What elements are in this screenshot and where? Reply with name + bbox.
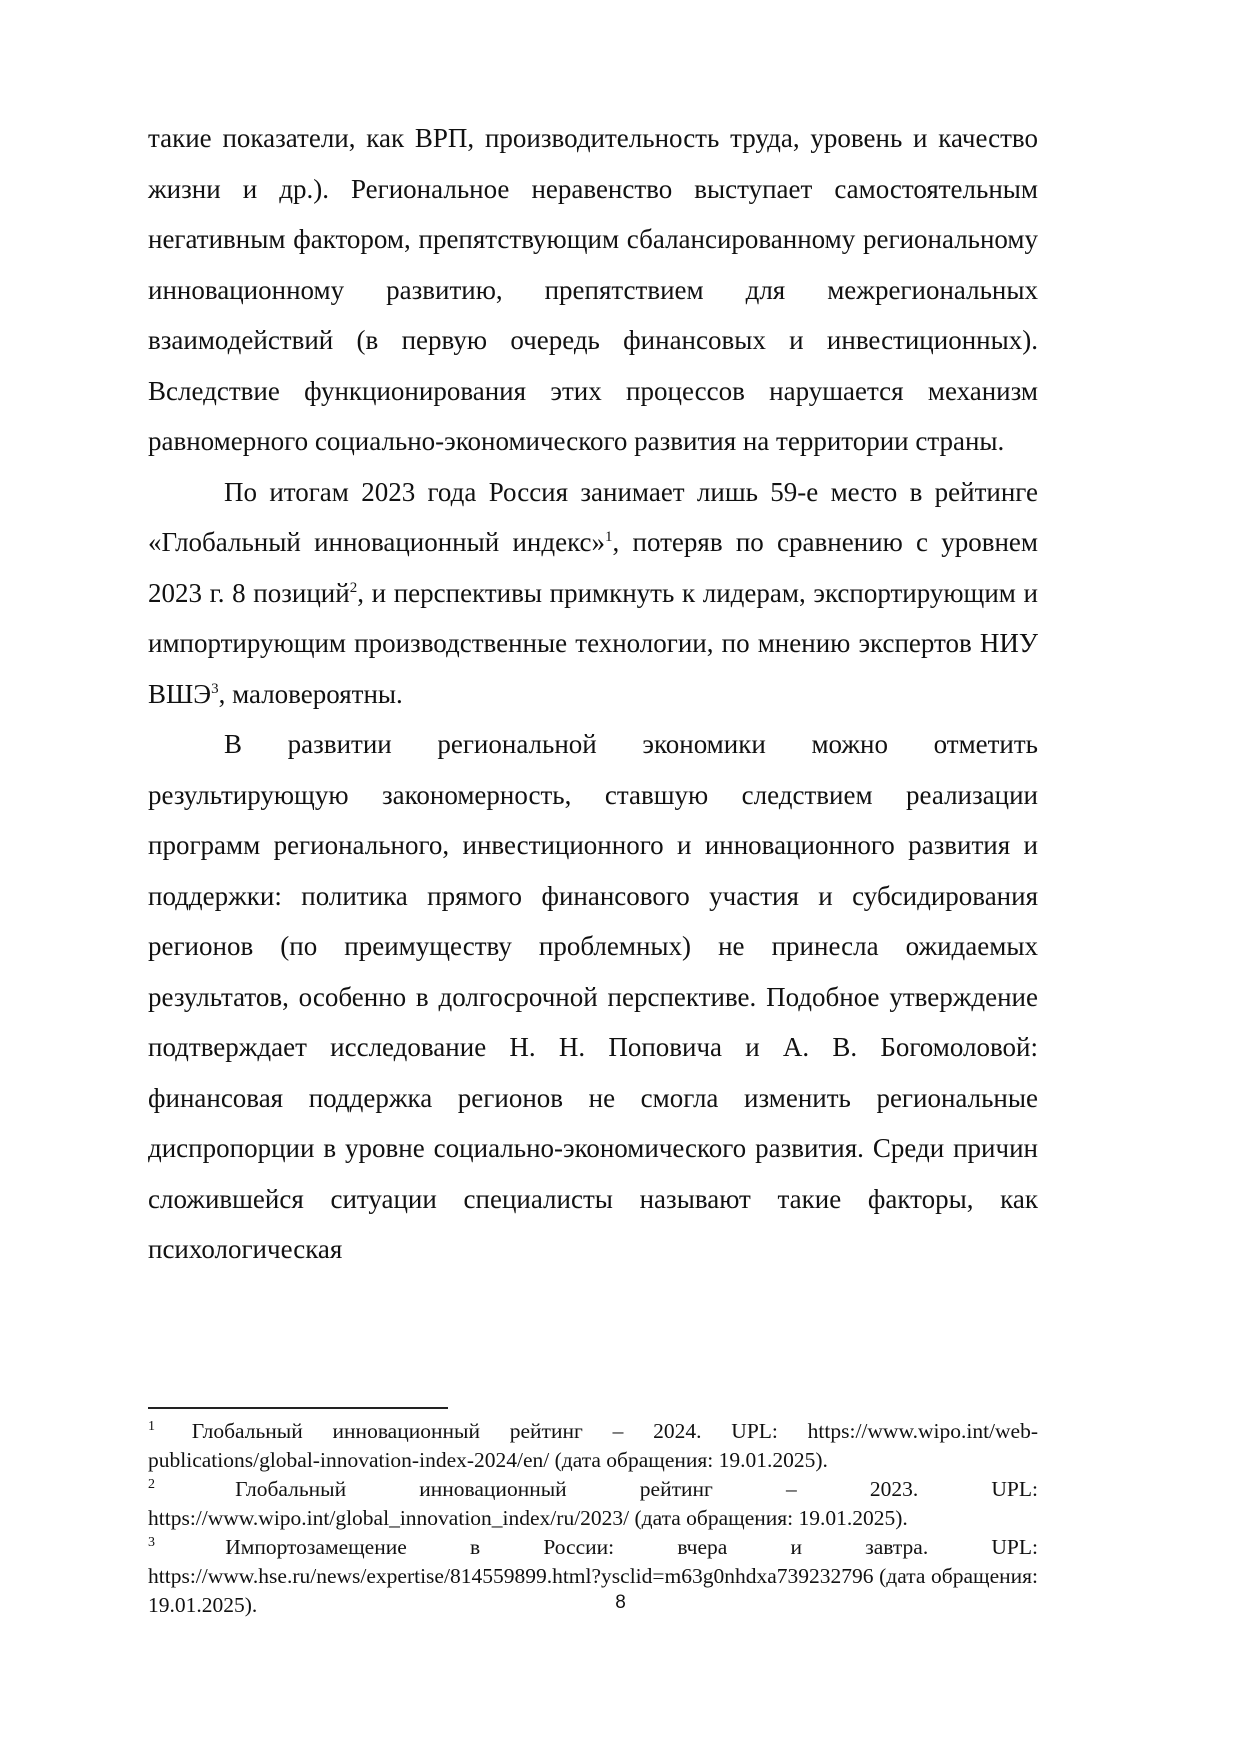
footnote-ref-3[interactable]: 3	[211, 680, 219, 697]
footnote-1: 1 Глобальный инновационный рейтинг – 2024. UPL: https://www.wipo.int/web-publications/global-innovation-index-2024/en/ (дата обращения: 19.01.2025).	[148, 1419, 1038, 1472]
footnote-text: Глобальный инновационный рейтинг – 2023. UPL: https://www.wipo.int/global_innovation_index/ru/2023/ (дата обращения: 19.01.2025).	[148, 1477, 1038, 1530]
footnote-ref-2[interactable]: 2	[349, 579, 358, 596]
footnote-separator	[148, 1407, 448, 1409]
footnotes	[148, 1417, 1038, 1620]
footnote-2: 2 Глобальный инновационный рейтинг – 2023. UPL: https://www.wipo.int/global_innovation_index/ru/2023/ (дата обращения: 19.01.2025).	[148, 1477, 1038, 1530]
paragraph-3: В развитии региональной экономики можно отметить результирующую закономерность, ставшую следствием реализации программ регионального, инвестиционного и инновационного развития и поддержки: политика прямого финансового участия и субсидирования регионов (по преимуществу проблемных) не принесла ожидаемых результатов, особенно в долгосрочной перспективе. Подобное утверждение подтверждает исследование Н. Н. Поповича и А. В. Богомоловой: финансовая поддержка регионов не смогла изменить региональные диспропорции в уровне социально-экономического развития. Среди причин сложившейся ситуации специалисты называют такие факторы, как психологическая	[148, 729, 1038, 1264]
page-number: 8	[615, 1592, 626, 1613]
paragraph-2-text-1: По итогам 2023 года Россия занимает лишь 59-е место в рейтинге «Глобальный инновационный индекс»	[148, 476, 1038, 557]
paragraph-1: такие показатели, как ВРП, производительность труда, уровень и качество жизни и др.). Региональное неравенство выступает самостоятельным негативным фактором, препятствующим сбалансированному региональному инновационному развитию, препятствием для межрегиональных взаимодействий (в первую очередь финансовых и инвестиционных). Вследствие функционирования этих процессов нарушается механизм равномерного социально-экономического развития на территории страны.	[148, 123, 1038, 456]
paragraph-2-text-2: , потеряв по сравнению с уровнем 2023 г. 8 позиций	[148, 527, 1039, 608]
paragraph-2	[148, 467, 1038, 720]
footnote-text: Глобальный инновационный рейтинг – 2024. UPL: https://www.wipo.int/web-publications/global-innovation-index-2024/en/ (дата обращения: 19.01.2025).	[148, 1419, 1038, 1472]
footnote-ref-1[interactable]: 1	[605, 529, 613, 545]
footnote-3: 3 Импортозамещение в России: вчера и завтра. UPL: https://www.hse.ru/news/expertise/814559899.html?ysclid=m63g0nhdxa739232796 (дата обращения: 19.01.2025).	[148, 1535, 1038, 1617]
footnote-text: Импортозамещение в России: вчера и завтра. UPL: https://www.hse.ru/news/expertise/814559899.html?ysclid=m63g0nhdxa739232796 (дата обращения: 19.01.2025).	[148, 1535, 1038, 1617]
paragraph-2-text-4: , маловероятны.	[218, 678, 403, 709]
paragraph-2-text-3: , и перспективы примкнуть к лидерам, экспортирующим и импортирующим производственные технологии, по мнению экспертов НИУ ВШЭ	[148, 577, 1038, 709]
main-text	[148, 113, 1038, 1275]
